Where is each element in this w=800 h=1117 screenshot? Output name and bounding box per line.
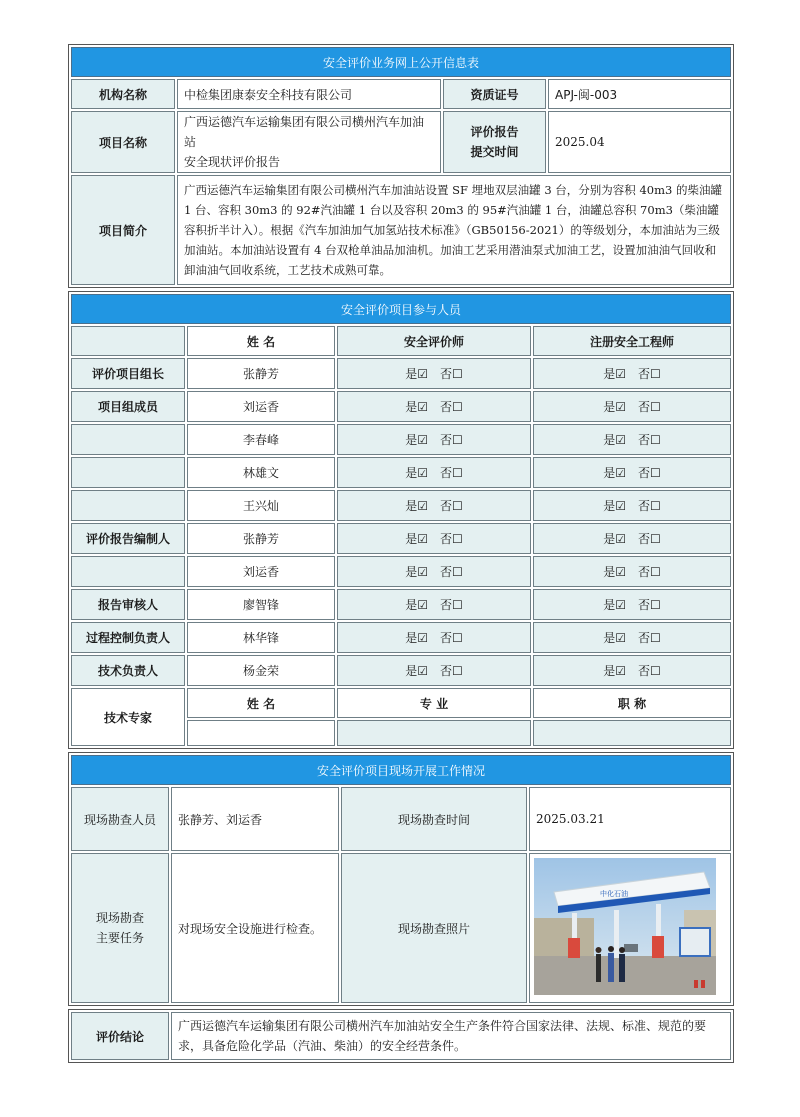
staff-role: 评价项目组长 (71, 358, 185, 389)
engineer-yes-checked: 是☑ (603, 565, 626, 579)
photo-sign-text: 中化石油 (600, 890, 628, 898)
evaluator-yes-checked: 是☑ (405, 598, 428, 612)
engineer-yes-checked: 是☑ (603, 466, 626, 480)
engineer-checkbox-cell (533, 391, 731, 422)
info-sheet (68, 44, 734, 1063)
evaluator-no-unchecked: 否☐ (440, 466, 463, 480)
engineer-no-unchecked: 否☐ (638, 499, 661, 513)
page-title: 安全评价业务网上公开信息表 (71, 47, 731, 77)
staff-name: 林雄文 (187, 457, 335, 488)
engineer-no-unchecked: 否☐ (638, 598, 661, 612)
basic-info-block (68, 44, 734, 288)
site-task-value: 对现场安全设施进行检查。 (171, 853, 339, 1003)
site-task-label-1: 现场勘查 (95, 911, 144, 925)
evaluator-yes-checked: 是☑ (405, 466, 428, 480)
org-label: 机构名称 (71, 79, 175, 109)
staff-role (71, 490, 185, 521)
staff-name: 张静芳 (187, 358, 335, 389)
engineer-no-unchecked: 否☐ (638, 664, 661, 678)
engineer-yes-checked: 是☑ (603, 367, 626, 381)
staff-role: 评价报告编制人 (71, 523, 185, 554)
evaluator-no-unchecked: 否☐ (440, 499, 463, 513)
evaluator-no-unchecked: 否☐ (440, 367, 463, 381)
conclusion-text: 广西运德汽车运输集团有限公司横州汽车加油站安全生产条件符合国家法律、法规、标准、规范的要求，具备危险化学品（汽油、柴油）的安全经营条件。 (171, 1012, 731, 1060)
evaluator-no-unchecked: 否☐ (440, 664, 463, 678)
staff-name: 张静芳 (187, 523, 335, 554)
staff-row (71, 556, 731, 587)
project-name-label: 项目名称 (71, 111, 175, 173)
staff-rows (71, 358, 731, 686)
evaluator-no-unchecked: 否☐ (440, 565, 463, 579)
staff-block (68, 291, 734, 749)
staff-row (71, 457, 731, 488)
staff-role (71, 457, 185, 488)
engineer-checkbox-cell (533, 622, 731, 653)
staff-name: 李春峰 (187, 424, 335, 455)
col-evaluator-header: 安全评价师 (337, 326, 531, 356)
evaluator-checkbox-cell (337, 523, 531, 554)
staff-row (71, 424, 731, 455)
staff-row (71, 655, 731, 686)
evaluator-no-unchecked: 否☐ (440, 631, 463, 645)
engineer-checkbox-cell (533, 589, 731, 620)
evaluator-checkbox-cell (337, 622, 531, 653)
report-time-label-1: 评价报告 (470, 125, 519, 139)
col-engineer-header: 注册安全工程师 (533, 326, 731, 356)
site-people-value: 张静芳、刘运香 (171, 787, 339, 851)
site-people-label: 现场勘查人员 (71, 787, 169, 851)
evaluator-no-unchecked: 否☐ (440, 400, 463, 414)
engineer-no-unchecked: 否☐ (638, 565, 661, 579)
engineer-yes-checked: 是☑ (603, 400, 626, 414)
evaluator-checkbox-cell (337, 655, 531, 686)
site-time-label: 现场勘查时间 (341, 787, 527, 851)
engineer-no-unchecked: 否☐ (638, 466, 661, 480)
project-name-line-1: 广西运德汽车运输集团有限公司横州汽车加油站 (184, 115, 425, 149)
evaluator-yes-checked: 是☑ (405, 631, 428, 645)
staff-name: 廖智锋 (187, 589, 335, 620)
evaluator-checkbox-cell (337, 358, 531, 389)
engineer-checkbox-cell (533, 655, 731, 686)
report-time-label-2: 提交时间 (470, 145, 519, 159)
evaluator-checkbox-cell (337, 490, 531, 521)
project-name-line-2: 安全现状评价报告 (184, 155, 281, 169)
staff-role (71, 556, 185, 587)
engineer-no-unchecked: 否☐ (638, 433, 661, 447)
engineer-yes-checked: 是☑ (603, 598, 626, 612)
evaluator-no-unchecked: 否☐ (440, 532, 463, 546)
staff-row (71, 622, 731, 653)
staff-header: 安全评价项目参与人员 (71, 294, 731, 324)
expert-col-name: 姓 名 (187, 688, 335, 718)
cert-label: 资质证号 (443, 79, 546, 109)
evaluator-yes-checked: 是☑ (405, 367, 428, 381)
staff-role: 项目组成员 (71, 391, 185, 422)
engineer-yes-checked: 是☑ (603, 433, 626, 447)
site-photo-label: 现场勘查照片 (341, 853, 527, 1003)
cert-value: APJ-闽-003 (548, 79, 731, 109)
report-time-value: 2025.04 (548, 111, 731, 173)
site-photo-cell (529, 853, 731, 1003)
org-value: 中检集团康泰安全科技有限公司 (177, 79, 441, 109)
expert-col-title: 职 称 (533, 688, 731, 718)
engineer-no-unchecked: 否☐ (638, 367, 661, 381)
evaluator-yes-checked: 是☑ (405, 664, 428, 678)
engineer-yes-checked: 是☑ (603, 532, 626, 546)
engineer-no-unchecked: 否☐ (638, 400, 661, 414)
engineer-checkbox-cell (533, 457, 731, 488)
staff-role: 过程控制负责人 (71, 622, 185, 653)
report-time-label (443, 111, 546, 173)
evaluator-yes-checked: 是☑ (405, 400, 428, 414)
engineer-no-unchecked: 否☐ (638, 532, 661, 546)
staff-role: 技术负责人 (71, 655, 185, 686)
evaluator-checkbox-cell (337, 589, 531, 620)
evaluator-no-unchecked: 否☐ (440, 433, 463, 447)
engineer-no-unchecked: 否☐ (638, 631, 661, 645)
col-name-header: 姓 名 (187, 326, 335, 356)
staff-role (71, 424, 185, 455)
conclusion-block (68, 1009, 734, 1063)
staff-name: 王兴灿 (187, 490, 335, 521)
evaluator-checkbox-cell (337, 556, 531, 587)
evaluator-no-unchecked: 否☐ (440, 598, 463, 612)
site-block (68, 752, 734, 1006)
expert-title-cell (533, 720, 731, 746)
site-time-value: 2025.03.21 (529, 787, 731, 851)
conclusion-label: 评价结论 (71, 1012, 169, 1060)
engineer-checkbox-cell (533, 523, 731, 554)
site-task-label-2: 主要任务 (95, 931, 144, 945)
expert-name-cell (187, 720, 335, 746)
staff-row (71, 358, 731, 389)
expert-major-cell (337, 720, 531, 746)
evaluator-yes-checked: 是☑ (405, 433, 428, 447)
evaluator-checkbox-cell (337, 391, 531, 422)
engineer-checkbox-cell (533, 358, 731, 389)
staff-name: 刘运香 (187, 391, 335, 422)
evaluator-yes-checked: 是☑ (405, 499, 428, 513)
intro-text: 广西运德汽车运输集团有限公司横州汽车加油站设置 SF 埋地双层油罐 3 台，分别为容积 40m3 的柴油罐 1 台、容积 30m3 的 92#汽油罐 1 台以及容积 20m3 的 95#汽油罐 1 台，油罐总容积 70m3（柴油罐容积折半计入）。根据《汽车加油加气加氢站技术标准》（GB50156-2021）的等级划分，本加油站为三级加油站。本加油站设置有 4 台双枪单油品加油机。加油工艺采用潜油泵式加油工艺，设置加油油气回收和卸油油气回收系统，工艺技术成熟可靠。 (177, 175, 731, 285)
engineer-checkbox-cell (533, 490, 731, 521)
evaluator-yes-checked: 是☑ (405, 565, 428, 579)
staff-corner-cell (71, 326, 185, 356)
project-name-value (177, 111, 441, 173)
site-header: 安全评价项目现场开展工作情况 (71, 755, 731, 785)
evaluator-checkbox-cell (337, 424, 531, 455)
engineer-checkbox-cell (533, 556, 731, 587)
engineer-yes-checked: 是☑ (603, 631, 626, 645)
staff-row (71, 523, 731, 554)
staff-row (71, 589, 731, 620)
site-task-label (71, 853, 169, 1003)
engineer-checkbox-cell (533, 424, 731, 455)
staff-row (71, 391, 731, 422)
staff-name: 林华锋 (187, 622, 335, 653)
staff-role: 报告审核人 (71, 589, 185, 620)
engineer-yes-checked: 是☑ (603, 499, 626, 513)
staff-name: 杨金荣 (187, 655, 335, 686)
staff-name: 刘运香 (187, 556, 335, 587)
expert-col-major: 专 业 (337, 688, 531, 718)
expert-label: 技术专家 (71, 688, 185, 746)
staff-row (71, 490, 731, 521)
evaluator-checkbox-cell (337, 457, 531, 488)
engineer-yes-checked: 是☑ (603, 664, 626, 678)
evaluator-yes-checked: 是☑ (405, 532, 428, 546)
intro-label: 项目简介 (71, 175, 175, 285)
gas-station-photo (534, 858, 716, 995)
